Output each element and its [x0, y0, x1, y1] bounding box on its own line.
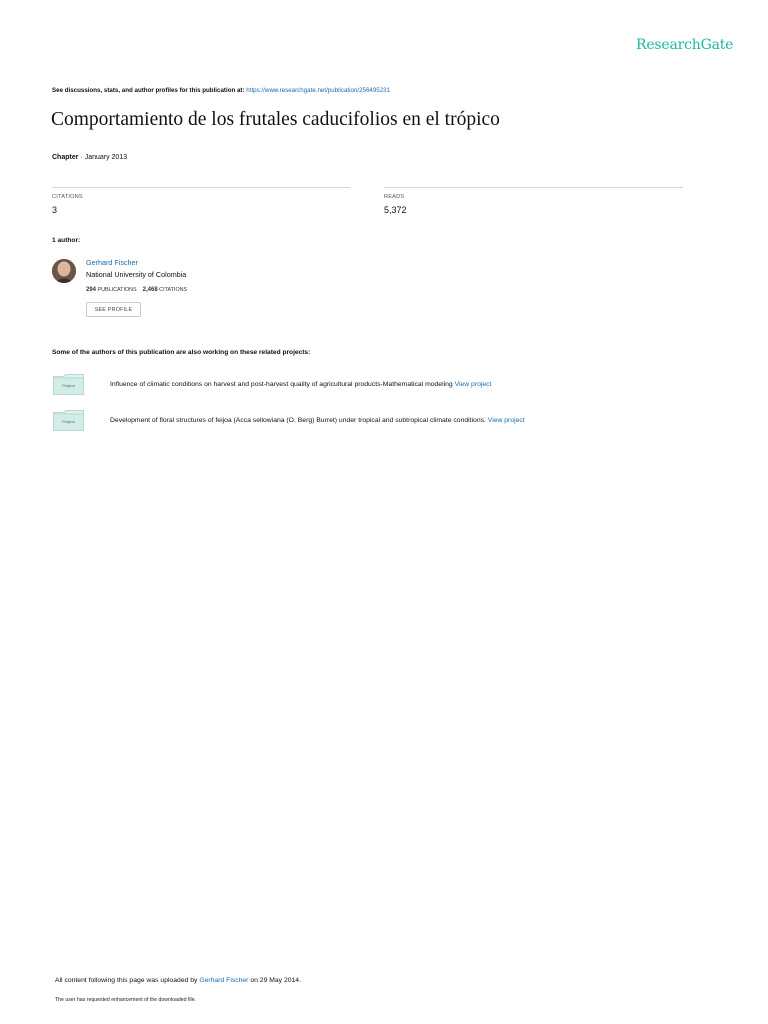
citations-label: CITATIONS: [52, 194, 83, 200]
upload-note: [55, 977, 301, 984]
upload-prefix: All content following this page was uploaded by: [55, 977, 198, 984]
uploader-link[interactable]: Gerhard Fischer: [199, 977, 249, 984]
citations-value: 3: [52, 205, 58, 215]
project-item: [110, 381, 491, 388]
view-project-link[interactable]: View project: [454, 381, 492, 388]
author-stats: [86, 287, 187, 293]
reads-divider: [384, 187, 683, 188]
view-project-link[interactable]: View project: [487, 417, 525, 424]
enhancement-note: The user has requested enhancement of the downloaded file.: [55, 997, 197, 1003]
see-discussions-text: See discussions, stats, and author profiles for this publication at:: [52, 87, 245, 94]
related-projects-heading: Some of the authors of this publication are also working on these related projects:: [52, 349, 311, 356]
author-institution: National University of Colombia: [86, 270, 187, 279]
see-discussions-line: [52, 87, 390, 94]
author-publications-count: 294: [86, 287, 97, 293]
publication-url-link[interactable]: https://www.researchgate.net/publication/256495231: [246, 87, 391, 94]
citations-divider: [52, 187, 350, 188]
project-folder-icon[interactable]: [53, 374, 84, 395]
project-folder-label: Project: [62, 383, 75, 388]
publication-type: Chapter: [52, 154, 79, 161]
author-avatar[interactable]: [52, 259, 76, 283]
publication-date: January 2013: [84, 154, 128, 161]
project-description: Influence of climatic conditions on harvest and post-harvest quality of agricultural products-Mathematical modeling: [110, 381, 453, 388]
reads-value: 5,372: [384, 205, 407, 215]
project-description: Development of floral structures of feijoa (Acca sellowiana (O. Berg) Burret) under tropical and subtropical climate conditions.: [110, 417, 486, 424]
authors-heading: 1 author:: [52, 237, 81, 244]
author-citations-label: CITATIONS: [159, 287, 188, 293]
publication-meta: [52, 154, 127, 161]
see-profile-button[interactable]: SEE PROFILE: [86, 302, 141, 317]
author-name-link[interactable]: Gerhard Fischer: [86, 258, 138, 267]
project-folder-icon[interactable]: [53, 410, 84, 431]
project-item: [110, 417, 525, 424]
author-publications-label: PUBLICATIONS: [97, 287, 137, 293]
meta-separator: ·: [78, 154, 85, 161]
reads-label: READS: [384, 194, 405, 200]
project-folder-label: Project: [62, 419, 75, 424]
upload-suffix: on 29 May 2014.: [250, 977, 301, 984]
author-citations-count: 2,468: [142, 287, 158, 293]
publication-title: Comportamiento de los frutales caducifolios en el trópico: [51, 109, 500, 130]
researchgate-logo[interactable]: ResearchGate: [636, 37, 734, 53]
